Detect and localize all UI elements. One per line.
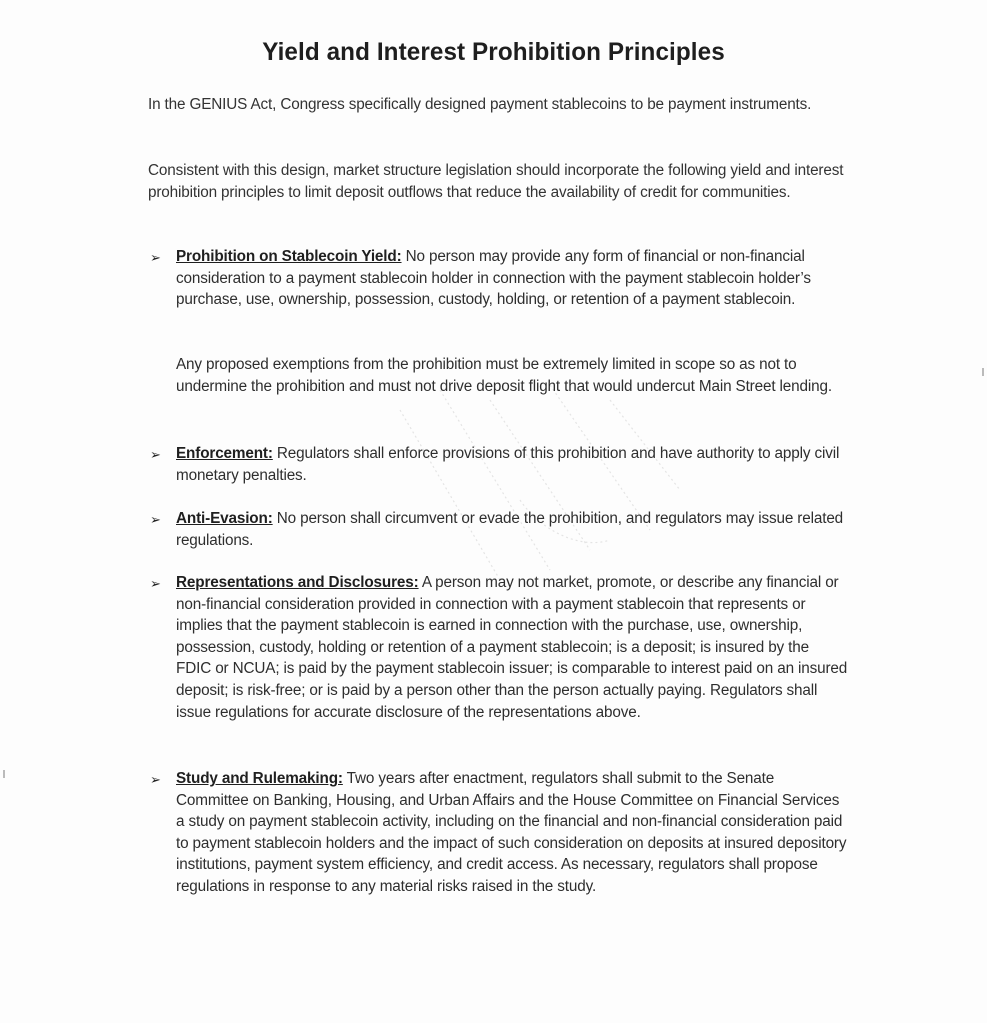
arrowhead-bullet-icon: ➢ <box>150 576 161 591</box>
principle-text: A person may not market, promote, or describe any financial or non-financial consideration provided in connection with a payment stablecoin that represents or implies that the payment stablecoin is earned in connection with the purchase, use, ownership, possession, custody, holding or retention of a payment stablecoin; is a deposit; is insured by the FDIC or NCUA; is paid by the payment stablecoin issuer; is comparable to interest paid on an insured deposit; is risk-free; or is paid by a person other than the person actually paying. Regulators shall issue regulations for accurate disclosure of the representations above. <box>176 574 848 721</box>
arrowhead-bullet-icon: ➢ <box>150 512 161 527</box>
arrowhead-bullet-icon: ➢ <box>150 447 161 462</box>
principle-heading: Anti-Evasion: <box>176 510 273 527</box>
document-title: Yield and Interest Prohibition Principles <box>262 38 725 66</box>
principle-text: Two years after enactment, regulators shall submit to the Senate Committee on Banking, Housing, and Urban Affairs and the House Committee on Financial Services a study on payment stablecoin activity, including on the financial and non-financial consideration paid to payment stablecoin holders and the impact of such consideration on deposits at insured depository institutions, payment system efficiency, and credit access. As necessary, regulators shall propose regulations in response to any material risks raised in the study. <box>176 770 847 895</box>
arrowhead-bullet-icon: ➢ <box>150 250 161 265</box>
principle-heading: Enforcement: <box>176 445 273 462</box>
watermark-stamp-icon <box>380 380 700 600</box>
principle-heading: Prohibition on Stablecoin Yield: <box>176 248 402 265</box>
intro-paragraph-design: Consistent with this design, market structure legislation should incorporate the following yield and interest prohibition principles to limit deposit outflows that reduce the availability of credit for communities. <box>148 162 844 201</box>
principle-heading: Study and Rulemaking: <box>176 770 343 787</box>
principle-body <box>176 246 848 311</box>
principle-body <box>176 572 848 723</box>
scan-artifact <box>3 770 5 778</box>
intro-paragraph-genius-act: In the GENIUS Act, Congress specifically designed payment stablecoins to be payment instruments. <box>148 96 812 113</box>
arrowhead-bullet-icon: ➢ <box>150 772 161 787</box>
scan-artifact <box>982 368 984 376</box>
principle-text: Regulators shall enforce provisions of this prohibition and have authority to apply civil monetary penalties. <box>176 445 840 484</box>
principle-heading: Representations and Disclosures: <box>176 574 419 591</box>
principle-text: No person shall circumvent or evade the prohibition, and regulators may issue related regulations. <box>176 510 844 549</box>
principle-exemptions-subparagraph: Any proposed exemptions from the prohibition must be extremely limited in scope so as not to undermine the prohibition and must not drive deposit flight that would undercut Main Street lending. <box>176 356 832 395</box>
principle-text: No person may provide any form of financial or non-financial consideration to a payment stablecoin holder in connection with the payment stablecoin holder’s purchase, use, ownership, possession, custody, holding, or retention of a payment stablecoin. <box>176 248 811 309</box>
principle-body <box>176 443 848 486</box>
principle-body <box>176 508 848 551</box>
principle-body <box>176 768 848 898</box>
